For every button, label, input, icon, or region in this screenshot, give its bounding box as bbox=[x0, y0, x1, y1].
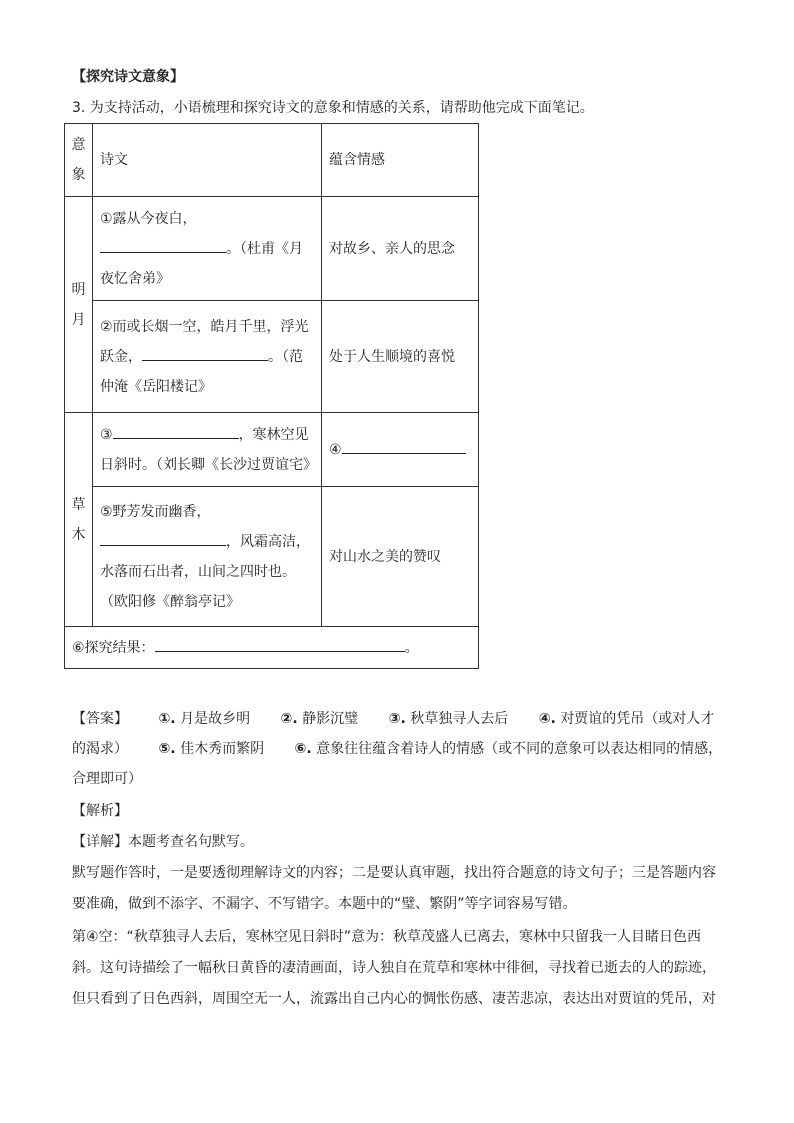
fill-blank-2[interactable] bbox=[142, 346, 268, 361]
answer-line-2: 的渴求） ⑤. 佳木秀而繁阴 ⑥. 意象往往蕴含着诗人的情感（或不同的意象可以表达相同的情感， bbox=[72, 741, 723, 757]
table-result-row bbox=[65, 627, 479, 669]
table-row bbox=[65, 197, 479, 301]
fill-blank-1[interactable] bbox=[100, 238, 226, 253]
row1-emotion: 对故乡、亲人的思念 bbox=[322, 197, 479, 301]
category-moon: 明 月 bbox=[65, 197, 93, 413]
table-row bbox=[65, 487, 479, 627]
header-category: 意 象 bbox=[65, 124, 93, 197]
detail-line: 【详解】本题考查名句默写。 bbox=[72, 834, 254, 850]
row3-text: ③ ，寒林空见 日斜时。（刘长卿《长沙过贾谊宅》 bbox=[93, 413, 322, 487]
result-cell: ⑥探究结果： 。 bbox=[65, 627, 479, 669]
row1-text: ①露从今夜白， 。（杜甫《月 夜忆舍弟》 bbox=[93, 197, 322, 301]
category-plant: 草 木 bbox=[65, 413, 93, 627]
analysis-para2-line1: 第④空：“秋草独寻人去后，寒林空见日斜时”意为：秋草茂盛人已离去，寒林中只留我一人目睹日色西 bbox=[72, 929, 702, 945]
row3-emotion: ④ bbox=[322, 413, 479, 487]
table-row bbox=[65, 413, 479, 487]
row2-emotion: 处于人生顺境的喜悦 bbox=[322, 301, 479, 413]
analysis-para2-line3: 但只看到了日色西斜，周围空无一人，流露出自己内心的惆怅伤感、凄苦悲凉，表达出对贾谊的凭吊，对 bbox=[72, 991, 716, 1007]
analysis-para1-line2: 要准确，做到不添字、不漏字、不写错字。本题中的“璧、繁阴”等字词容易写错。 bbox=[72, 896, 577, 912]
row2-text: ②而或长烟一空，皓月千里，浮光 跃金， 。（范 仲淹《岳阳楼记》 bbox=[93, 301, 322, 413]
notes-table bbox=[64, 123, 479, 669]
analysis-para2-line2: 斜。这句诗描绘了一幅秋日黄昏的凄清画面，诗人独自在荒草和寒林中徘徊，寻找着已逝去的人的踪迹， bbox=[72, 960, 716, 976]
section-title: 【探究诗文意象】 bbox=[72, 69, 184, 85]
fill-blank-3[interactable] bbox=[113, 424, 239, 439]
answer-label: 【答案】 bbox=[72, 711, 128, 727]
analysis-para1-line1: 默写题作答时，一是要透彻理解诗文的内容；二是要认真审题，找出符合题意的诗文句子；三是答题内容 bbox=[72, 865, 716, 881]
question-text: 3. 为支持活动，小语梳理和探究诗文的意象和情感的关系，请帮助他完成下面笔记。 bbox=[72, 100, 594, 116]
header-text: 诗文 bbox=[93, 124, 322, 197]
analysis-label: 【解析】 bbox=[72, 803, 128, 819]
answer-line-1: 【答案】 ①. 月是故乡明 ②. 静影沉璧 ③. 秋草独寻人去后 ④. 对贾谊的凭吊（或对人才 bbox=[72, 711, 715, 727]
fill-blank-6[interactable] bbox=[155, 637, 405, 652]
fill-blank-5[interactable] bbox=[100, 531, 226, 546]
row4-emotion: 对山水之美的赞叹 bbox=[322, 487, 479, 627]
table-header-row bbox=[65, 124, 479, 197]
table-row bbox=[65, 301, 479, 413]
header-emotion: 蕴含情感 bbox=[322, 124, 479, 197]
answer-line-3: 合理即可） bbox=[72, 771, 142, 787]
fill-blank-4[interactable] bbox=[342, 439, 466, 454]
row4-text: ⑤野芳发而幽香， ，风霜高洁， 水落而石出者，山间之四时也。 （欧阳修《醉翁亭记》 bbox=[93, 487, 322, 627]
